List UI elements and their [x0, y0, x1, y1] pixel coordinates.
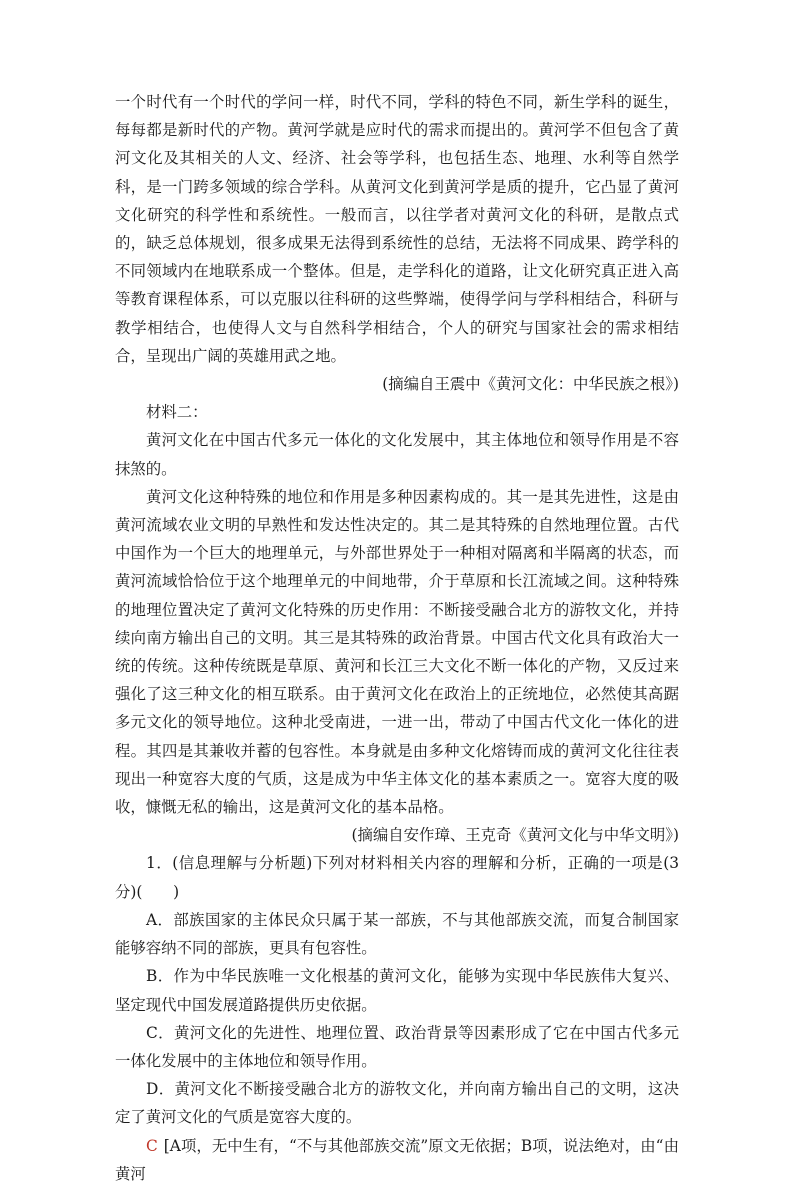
option-a: A．部族国家的主体民众只属于某一部族，不与其他部族交流，而复合制国家能够容纳不同的部族，更具有包容性。 [115, 910, 679, 958]
option-b: B．作为中华民族唯一文化根基的黄河文化，能够为实现中华民族伟大复兴、坚定现代中国发展道路提供历史依据。 [115, 967, 679, 1014]
option-d: D．黄河文化不断接受融合北方的游牧文化，并向南方输出自己的文明，这决定了黄河文化的气质是宽容大度的。 [115, 1080, 679, 1127]
passage2-source: (摘编自安作璋、王克奇《黄河文化与中华文明》) [351, 826, 679, 845]
answer-letter: C [146, 1136, 158, 1155]
passage1-source: (摘编自王震中《黄河文化：中华民族之根》) [382, 375, 679, 394]
option-c: C．黄河文化的先进性、地理位置、政治背景等因素形成了它在中国古代多元一体化发展中的主体地位和领导作用。 [115, 1023, 679, 1070]
answer-line [115, 1132, 679, 1188]
passage1-text: 一个时代有一个时代的学问一样，时代不同，学科的特色不同，新生学科的诞生，每每都是新时代的产物。黄河学就是应时代的需求而提出的。黄河学不但包含了黄河文化及其相关的人文、经济、社会等学科，也包括生态、地理、水利等自然学科，是一门跨多领域的综合学科。从黄河文化到黄河学是质的提升，它凸显了黄河文化研究的科学性和系统性。一般而言，以往学者对黄河文化的科研，是散点式的，缺乏总体规划，很多成果无法得到系统性的总结，无法将不同成果、跨学科的不同领域内在地联系成一个整体。但是，走学科化的道路，让文化研究真正进入高等教育课程体系，可以克服以往科研的这些弊端，使得学问与学科相结合，科研与教学相结合，也使得人文与自然科学相结合，个人的研究与国家社会的需求相结合，呈现出广阔的英雄用武之地。 [115, 93, 679, 365]
passage2-para1: 黄河文化在中国古代多元一体化的文化发展中，其主体地位和领导作用是不容抹煞的。 [115, 431, 679, 478]
passage2-para2: 黄河文化这种特殊的地位和作用是多种因素构成的。其一是其先进性，这是由黄河流域农业文明的早熟性和发达性决定的。其二是其特殊的自然地理位置。古代中国作为一个巨大的地理单元，与外部世界处于一种相对隔离和半隔离的状态，而黄河流域恰恰位于这个地理单元的中间地带，介于草原和长江流域之间。这种特殊的地理位置决定了黄河文化特殊的历史作用：不断接受融合北方的游牧文化，并持续向南方输出自己的文明。其三是其特殊的政治背景。中国古代文化具有政治大一统的传统。这种传统既是草原、黄河和长江三大文化不断一体化的产物，又反过来强化了这三种文化的相互联系。由于黄河文化在政治上的正统地位，必然使其高踞多元文化的领导地位。这种北受南进，一进一出，带动了中国古代文化一体化的进程。其四是其兼收并蓄的包容性。本身就是由多种文化熔铸而成的黄河文化往往表现出一种宽容大度的气质，这是成为中华主体文化的基本素质之一。宽容大度的吸收，慷慨无私的输出，这是黄河文化的基本品格。 [115, 487, 679, 817]
text-block [115, 88, 679, 1188]
answer-explanation: [A项，无中生有，“不与其他部族交流”原文无依据；B项，说法绝对，由“由黄河 [115, 1136, 679, 1183]
question-stem: 1．(信息理解与分析题)下列对材料相关内容的理解和分析，正确的一项是(3分)( ) [115, 854, 679, 901]
passage2-label: 材料二： [146, 403, 208, 422]
